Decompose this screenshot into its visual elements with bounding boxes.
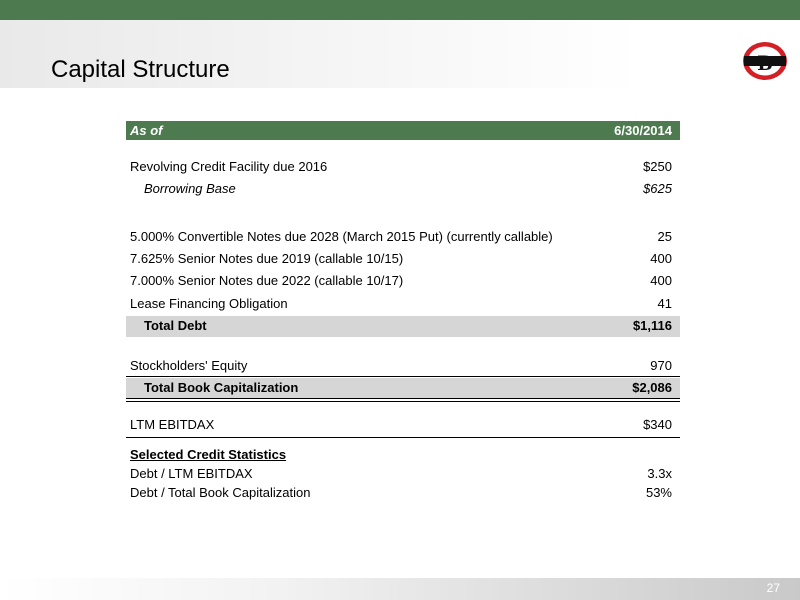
row-label: 7.000% Senior Notes due 2022 (callable 10/17) [130, 273, 404, 288]
company-logo [741, 40, 789, 82]
divider [126, 437, 680, 438]
credit-stats-heading-row [126, 445, 680, 465]
row-value: 3.3x [647, 466, 672, 481]
page-title: Capital Structure [51, 56, 230, 83]
table-row [126, 227, 680, 247]
table-row [126, 483, 680, 503]
row-label: 7.625% Senior Notes due 2019 (callable 10/15) [130, 251, 404, 266]
row-value: 53% [645, 485, 672, 500]
row-value: 400 [650, 273, 672, 288]
table-row [126, 415, 680, 435]
table-row [126, 294, 680, 314]
as-of-date: 6/30/2014 [614, 123, 672, 138]
row-label: Lease Financing Obligation [130, 296, 288, 311]
page-number: 27 [766, 581, 780, 595]
row-label: Stockholders' Equity [130, 358, 248, 373]
top-accent-bar [0, 0, 800, 20]
table-row [126, 464, 680, 484]
divider [126, 398, 680, 399]
row-label: Borrowing Base [144, 181, 236, 196]
table-row [126, 271, 680, 291]
row-value: 25 [657, 229, 672, 244]
row-value: $1,116 [632, 318, 672, 333]
table-header-row [126, 121, 680, 140]
footer-band [0, 578, 800, 600]
credit-stats-heading: Selected Credit Statistics [130, 447, 287, 462]
table-row [126, 249, 680, 269]
as-of-label: As of [130, 123, 163, 138]
row-label: Total Debt [144, 318, 207, 333]
row-label: Debt / LTM EBITDAX [130, 466, 253, 481]
row-label: 5.000% Convertible Notes due 2028 (March 2015 Put) (currently callable) [130, 229, 553, 244]
row-value: $2,086 [632, 380, 672, 395]
row-value: $340 [643, 417, 672, 432]
row-value: 970 [650, 358, 672, 373]
total-debt-row [126, 316, 680, 337]
row-label: Debt / Total Book Capitalization [130, 485, 311, 500]
total-book-capitalization-row [126, 378, 680, 398]
logo-letter: B [757, 50, 773, 75]
row-value: $625 [643, 181, 672, 196]
table-row [126, 179, 680, 199]
divider [126, 376, 680, 377]
row-label: LTM EBITDAX [130, 417, 215, 432]
row-label: Revolving Credit Facility due 2016 [130, 159, 328, 174]
row-value: 41 [657, 296, 672, 311]
divider [126, 401, 680, 402]
row-label: Total Book Capitalization [144, 380, 299, 395]
row-value: $250 [643, 159, 672, 174]
table-row [126, 157, 680, 177]
row-value: 400 [650, 251, 672, 266]
table-row [126, 356, 680, 376]
